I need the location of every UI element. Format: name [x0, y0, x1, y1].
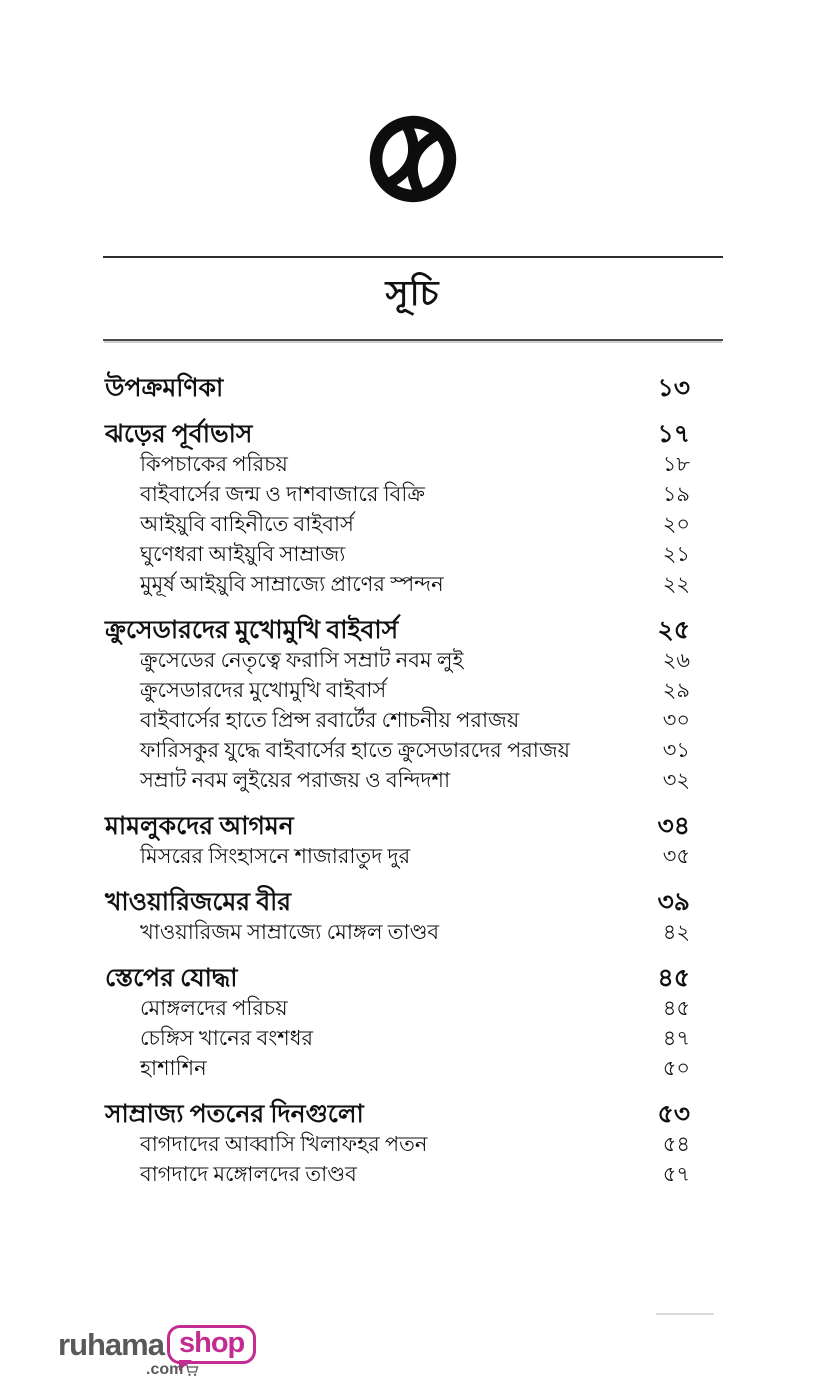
brand-shop-bubble — [167, 1325, 256, 1364]
toc-entry-label: ক্রুসেডের নেতৃত্বে ফরাসি সম্রাট নবম লুই — [140, 648, 464, 672]
toc-entry-page: ৩৪ — [657, 813, 690, 840]
toc-entry-page: ৪৭ — [662, 1026, 690, 1050]
toc-entry-label: মিসরের সিংহাসনে শাজারাতুদ দুর — [140, 844, 411, 868]
toc-entry-label: উপক্রমণিকা — [105, 375, 224, 402]
toc-entry-label: ঘুণেধরা আইয়ুবি সাম্রাজ্য — [140, 542, 346, 566]
contents-title-block — [103, 256, 723, 341]
toc-entry — [105, 704, 690, 734]
toc-entry-label: বাগদাদে মঙ্গোলদের তাণ্ডব — [140, 1162, 357, 1186]
brand-text-shop: shop — [178, 1327, 245, 1359]
toc-entry-page: ৩২ — [662, 768, 690, 792]
toc-entry-label: বাইবার্সের জন্ম ও দাশবাজারে বিক্রি — [140, 482, 425, 506]
toc-entry — [105, 448, 690, 478]
toc-entry-label: সম্রাট নবম লুইয়ের পরাজয় ও বন্দিদশা — [140, 768, 451, 792]
table-of-contents — [105, 368, 690, 1188]
toc-entry — [105, 538, 690, 568]
toc-entry — [105, 840, 690, 870]
toc-entry — [105, 734, 690, 764]
toc-entry-page: ১৮ — [662, 452, 690, 476]
toc-entry-page: ৫০ — [662, 1056, 690, 1080]
toc-entry-page: ৫৩ — [657, 1101, 690, 1128]
page-title: সূচি — [385, 274, 440, 313]
toc-entry — [105, 568, 690, 598]
toc-entry — [105, 644, 690, 674]
toc-entry — [105, 478, 690, 508]
cart-icon — [184, 1364, 199, 1377]
toc-entry — [105, 1052, 690, 1082]
toc-entry-label: স্তেপের যোদ্ধা — [105, 965, 238, 992]
toc-entry-label: খাওয়ারিজম সাম্রাজ্যে মোঙ্গল তাণ্ডব — [140, 920, 440, 944]
toc-entry-label: কিপচাকের পরিচয় — [140, 452, 288, 476]
toc-entry — [105, 992, 690, 1022]
ruhamashop-watermark — [58, 1325, 268, 1377]
toc-entry-page: ৩১ — [662, 738, 690, 762]
toc-entry-page: ৩০ — [662, 708, 690, 732]
brand-text-ruhama: ruhama — [58, 1326, 164, 1362]
toc-entry — [105, 916, 690, 946]
toc-entry-label: মামলুকদের আগমন — [105, 813, 294, 840]
toc-entry-label: আইয়ুবি বাহিনীতে বাইবার্স — [140, 512, 354, 536]
toc-entry-page: ৩৯ — [657, 889, 690, 916]
toc-entry — [105, 764, 690, 794]
toc-entry-label: ক্রুসেডারদের মুখোমুখি বাইবার্স — [140, 678, 387, 702]
toc-entry-page: ১৯ — [662, 482, 690, 506]
toc-entry-page: ৫৭ — [662, 1162, 690, 1186]
toc-entry — [105, 1022, 690, 1052]
toc-entry — [105, 368, 690, 402]
toc-entry — [105, 414, 690, 448]
toc-entry-page: ২১ — [662, 542, 690, 566]
toc-entry-page: ২০ — [662, 512, 690, 536]
toc-entry-page: ৪২ — [662, 920, 690, 944]
toc-entry-label: মোঙ্গলদের পরিচয় — [140, 996, 288, 1020]
toc-entry — [105, 1094, 690, 1128]
toc-entry-label: ফারিসকুর যুদ্ধে বাইবার্সের হাতে ক্রুসেডারদের পরাজয় — [140, 738, 571, 762]
footer-divider — [656, 1313, 714, 1315]
toc-entry — [105, 1128, 690, 1158]
brand-text-dotcom: .com — [146, 1361, 199, 1379]
toc-entry-label: বাইবার্সের হাতে প্রিন্স রবার্টের শোচনীয় পরাজয় — [140, 708, 520, 732]
toc-entry-label: ঝড়ের পূর্বাভাস — [105, 421, 253, 448]
toc-entry-page: ৪৫ — [662, 996, 690, 1020]
toc-entry-page: ২৯ — [662, 678, 690, 702]
toc-entry-page: ৩৫ — [662, 844, 690, 868]
toc-entry-page: ১৭ — [657, 421, 690, 448]
toc-entry — [105, 806, 690, 840]
toc-entry-label: খাওয়ারিজমের বীর — [105, 889, 292, 916]
toc-entry-page: ১৩ — [657, 375, 690, 402]
toc-entry-label: সাম্রাজ্য পতনের দিনগুলো — [105, 1101, 364, 1128]
toc-entry-label: ক্রুসেডারদের মুখোমুখি বাইবার্স — [105, 617, 399, 644]
toc-entry-label: চেঙ্গিস খানের বংশধর — [140, 1026, 314, 1050]
toc-entry — [105, 882, 690, 916]
toc-entry — [105, 958, 690, 992]
toc-entry-page: ২৬ — [662, 648, 690, 672]
toc-entry-page: ৪৫ — [657, 965, 690, 992]
toc-entry-label: হাশাশিন — [140, 1056, 207, 1080]
toc-entry-label: বাগদাদের আব্বাসি খিলাফহর পতন — [140, 1132, 428, 1156]
toc-entry-label: মুমূর্ষ আইয়ুবি সাম্রাজ্যে প্রাণের স্পন্দন — [140, 572, 444, 596]
toc-entry-page: ২২ — [662, 572, 690, 596]
toc-entry-page: ৫৪ — [662, 1132, 690, 1156]
toc-entry-page: ২৫ — [657, 617, 690, 644]
toc-entry — [105, 610, 690, 644]
publisher-wheel-emblem-icon — [368, 114, 458, 204]
